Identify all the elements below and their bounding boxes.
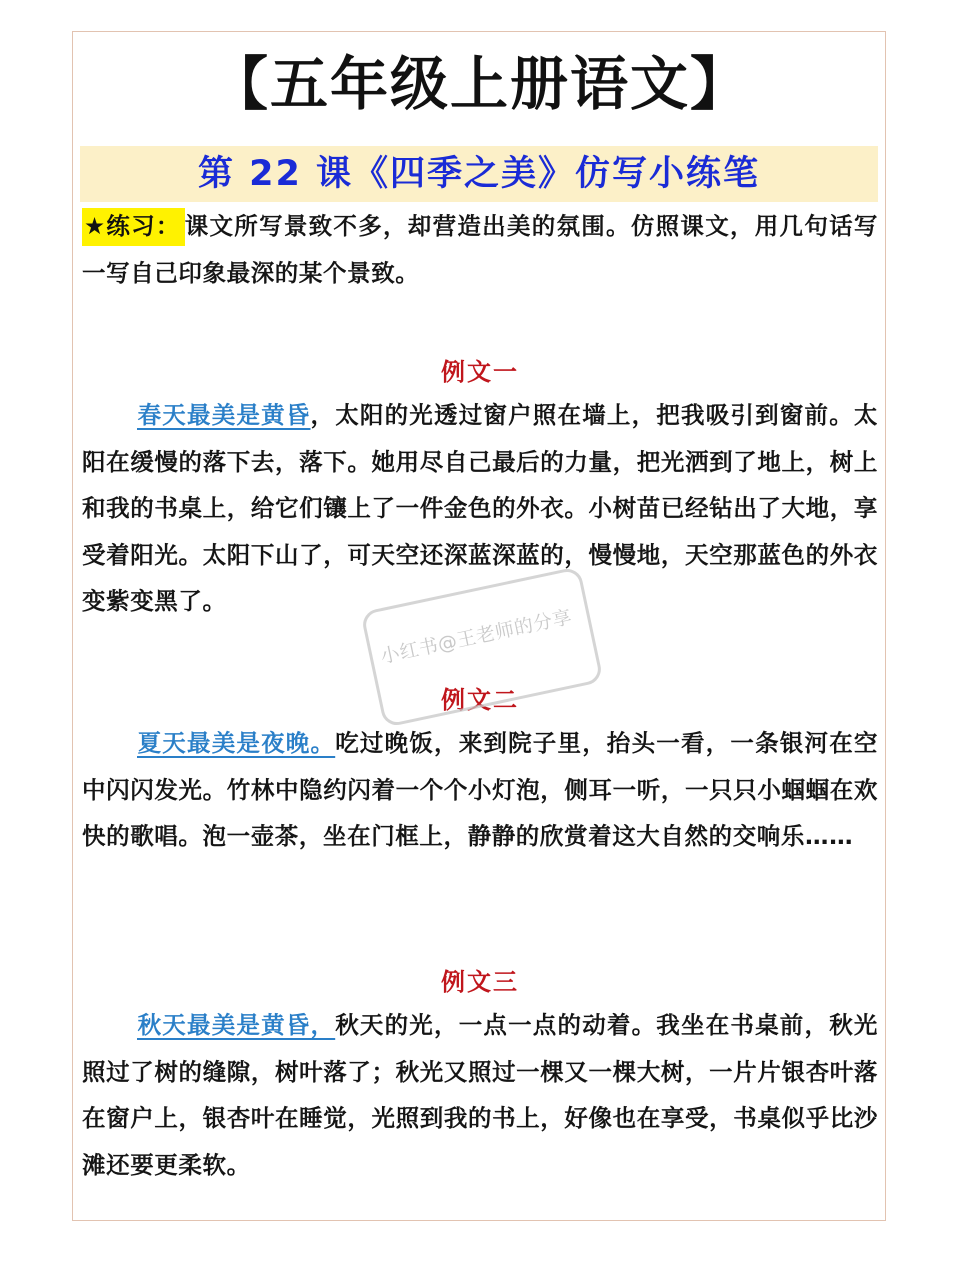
example-3-lead: 秋天最美是黄昏，	[137, 1011, 336, 1039]
example-3-paragraph	[82, 1002, 878, 1188]
example-1-paragraph	[82, 392, 878, 625]
example-3-heading: 例文三	[441, 968, 519, 996]
exercise-prompt	[82, 203, 878, 296]
example-1-body: ，太阳的光透过窗户照在墙上，把我吸引到窗前。太阳在缓慢的落下去，落下。她用尽自己最后的力量，把光洒到了地上，树上和我的书桌上，给它们镶上了一件金色的外衣。小树苗已经钻出了大地，享受着阳光。太阳下山了，可天空还深蓝深蓝的，慢慢地，天空那蓝色的外衣变紫变黑了。	[82, 401, 878, 615]
example-3-body: 秋天的光，一点一点的动着。我坐在书桌前，秋光照过了树的缝隙，树叶落了；秋光又照过一棵又一棵大树，一片片银杏叶落在窗户上，银杏叶在睡觉，光照到我的书上，好像也在享受，书桌似乎比沙滩还要更柔软。	[82, 1011, 878, 1179]
lesson-subtitle: 第 22 课《四季之美》仿写小练笔	[197, 154, 761, 194]
example-1-lead: 春天最美是黄昏	[137, 401, 311, 429]
example-2-lead: 夏天最美是夜晚。	[137, 729, 336, 757]
example-1-heading: 例文一	[441, 358, 519, 386]
example-2-heading: 例文二	[441, 686, 519, 714]
example-2-paragraph	[82, 720, 878, 860]
watermark-text: 小红书@王老师的分享	[378, 605, 574, 668]
page-title: 【五年级上册语文】	[209, 50, 750, 118]
example-2-body: 吃过晚饭，来到院子里，抬头一看，一条银河在空中闪闪发光。竹林中隐约闪着一个个小灯泡，侧耳一听，一只只小蝈蝈在欢快的歌唱。泡一壶茶，坐在门框上，静静的欣赏着这大自然的交响乐……	[82, 729, 878, 850]
exercise-label: ★练习：	[82, 208, 185, 246]
exercise-text: 课文所写景致不多，却营造出美的氛围。仿照课文，用几句话写一写自己印象最深的某个景致。	[82, 212, 878, 287]
